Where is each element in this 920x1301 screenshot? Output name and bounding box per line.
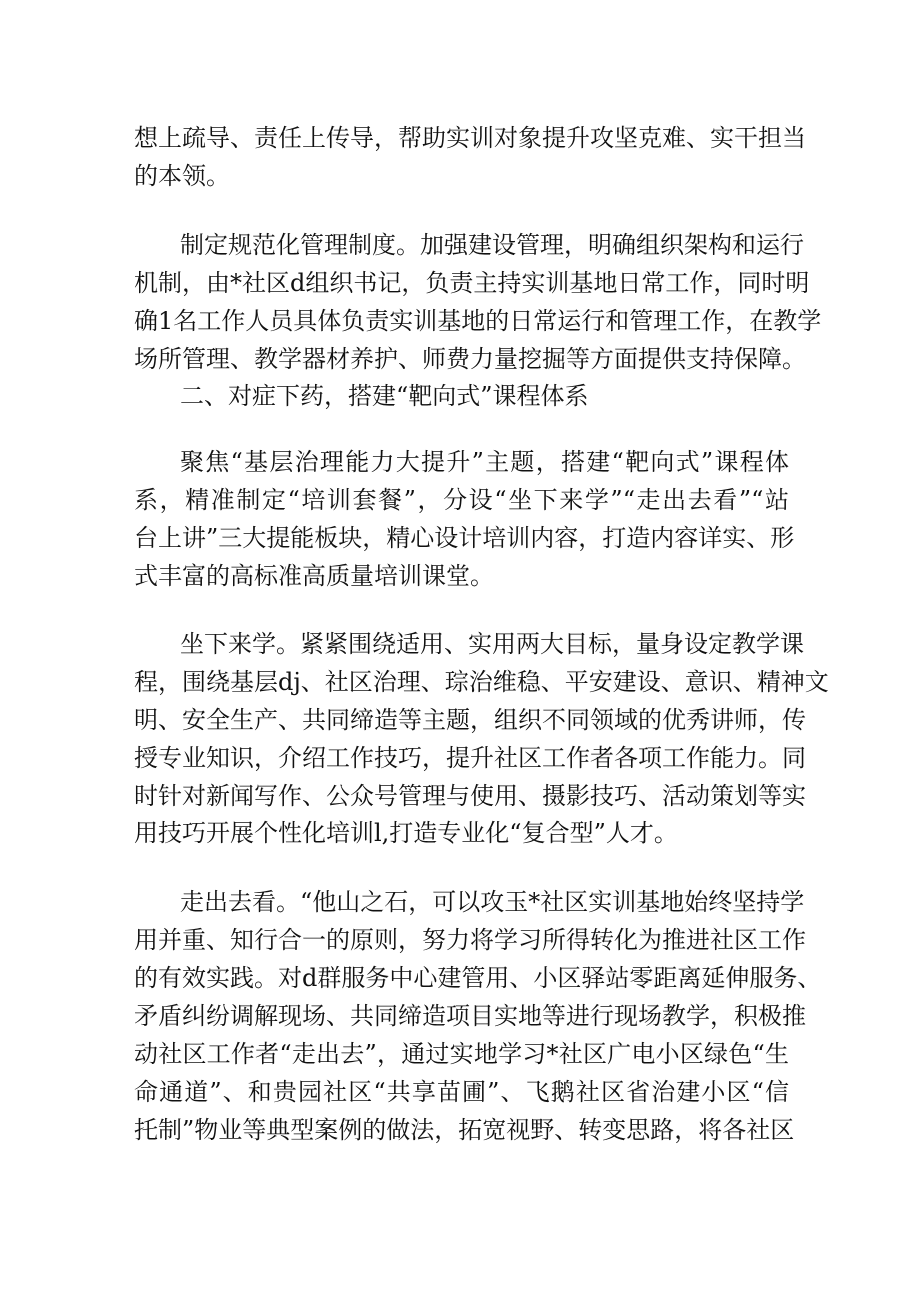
text-line: 用并重、知行合一的原则，努力将学习所得转化为推进社区工作 bbox=[134, 926, 806, 954]
text-line: 用技巧开展个性化培训l,打造专业化“复合型”人才。 bbox=[134, 819, 678, 847]
text-line: 场所管理、教学器材养护、师费力量挖掘等方面提供支持保障。 bbox=[134, 345, 806, 373]
text-line: 系，精准制定“培训套餐”，分设“坐下来学”“走出去看”“站 bbox=[134, 486, 789, 514]
text-line: 想上疏导、责任上传导，帮助实训对象提升攻坚克难、实干担当 bbox=[134, 124, 806, 152]
section-heading: 二、对症下药，搭建“靶向式”课程体系 bbox=[180, 382, 589, 410]
text-line: 托制”物业等典型案例的做法，拓宽视野、转变思路，将各社区 bbox=[134, 1116, 795, 1144]
text-line: 的有效实践。对d群服务中心建管用、小区驿站零距离延伸服务、 bbox=[134, 964, 822, 992]
text-line: 授专业知识，介绍工作技巧，提升社区工作者各项工作能力。同 bbox=[134, 744, 806, 772]
text-line: 聚焦“基层治理能力大提升”主题，搭建“靶向式”课程体 bbox=[180, 448, 789, 476]
text-line: 矛盾纠纷调解现场、共同缔造项目实地等进行现场教学，积极推 bbox=[134, 1002, 806, 1030]
text-line: 式丰富的高标准高质量培训课堂。 bbox=[134, 562, 494, 590]
text-line: 动社区工作者“走出去”，通过实地学习*社区广电小区绿色“生 bbox=[134, 1040, 789, 1068]
text-line: 台上讲”三大提能板块，精心设计培训内容，打造内容详实、形 bbox=[134, 524, 795, 552]
text-line: 坐下来学。紧紧围绕适用、实用两大目标，量身设定教学课 bbox=[180, 630, 804, 658]
text-line: 明、安全生产、共同缔造等主题，组织不同领域的优秀讲师，传 bbox=[134, 706, 806, 734]
text-line: 的本领。 bbox=[134, 162, 230, 190]
text-line: 命通道”、和贵园社区“共享苗圃”、飞鹅社区省治建小区“信 bbox=[134, 1078, 789, 1106]
text-line: 机制，由*社区d组织书记，负责主持实训基地日常工作，同时明 bbox=[134, 269, 810, 297]
text-line: 程，围绕基层dj、社区治理、琮治维稳、平安建设、意识、精神文 bbox=[134, 668, 829, 696]
text-line: 走出去看。“他山之石，可以攻玉*社区实训基地始终坚持学 bbox=[180, 888, 805, 916]
text-line: 时针对新闻写作、公众号管理与使用、摄影技巧、活动策划等实 bbox=[134, 782, 806, 810]
text-line: 确1名工作人员具体负责实训基地的日常运行和管理工作，在教学 bbox=[134, 307, 822, 335]
text-line: 制定规范化管理制度。加强建设管理，明确组织架构和运行 bbox=[180, 231, 804, 259]
